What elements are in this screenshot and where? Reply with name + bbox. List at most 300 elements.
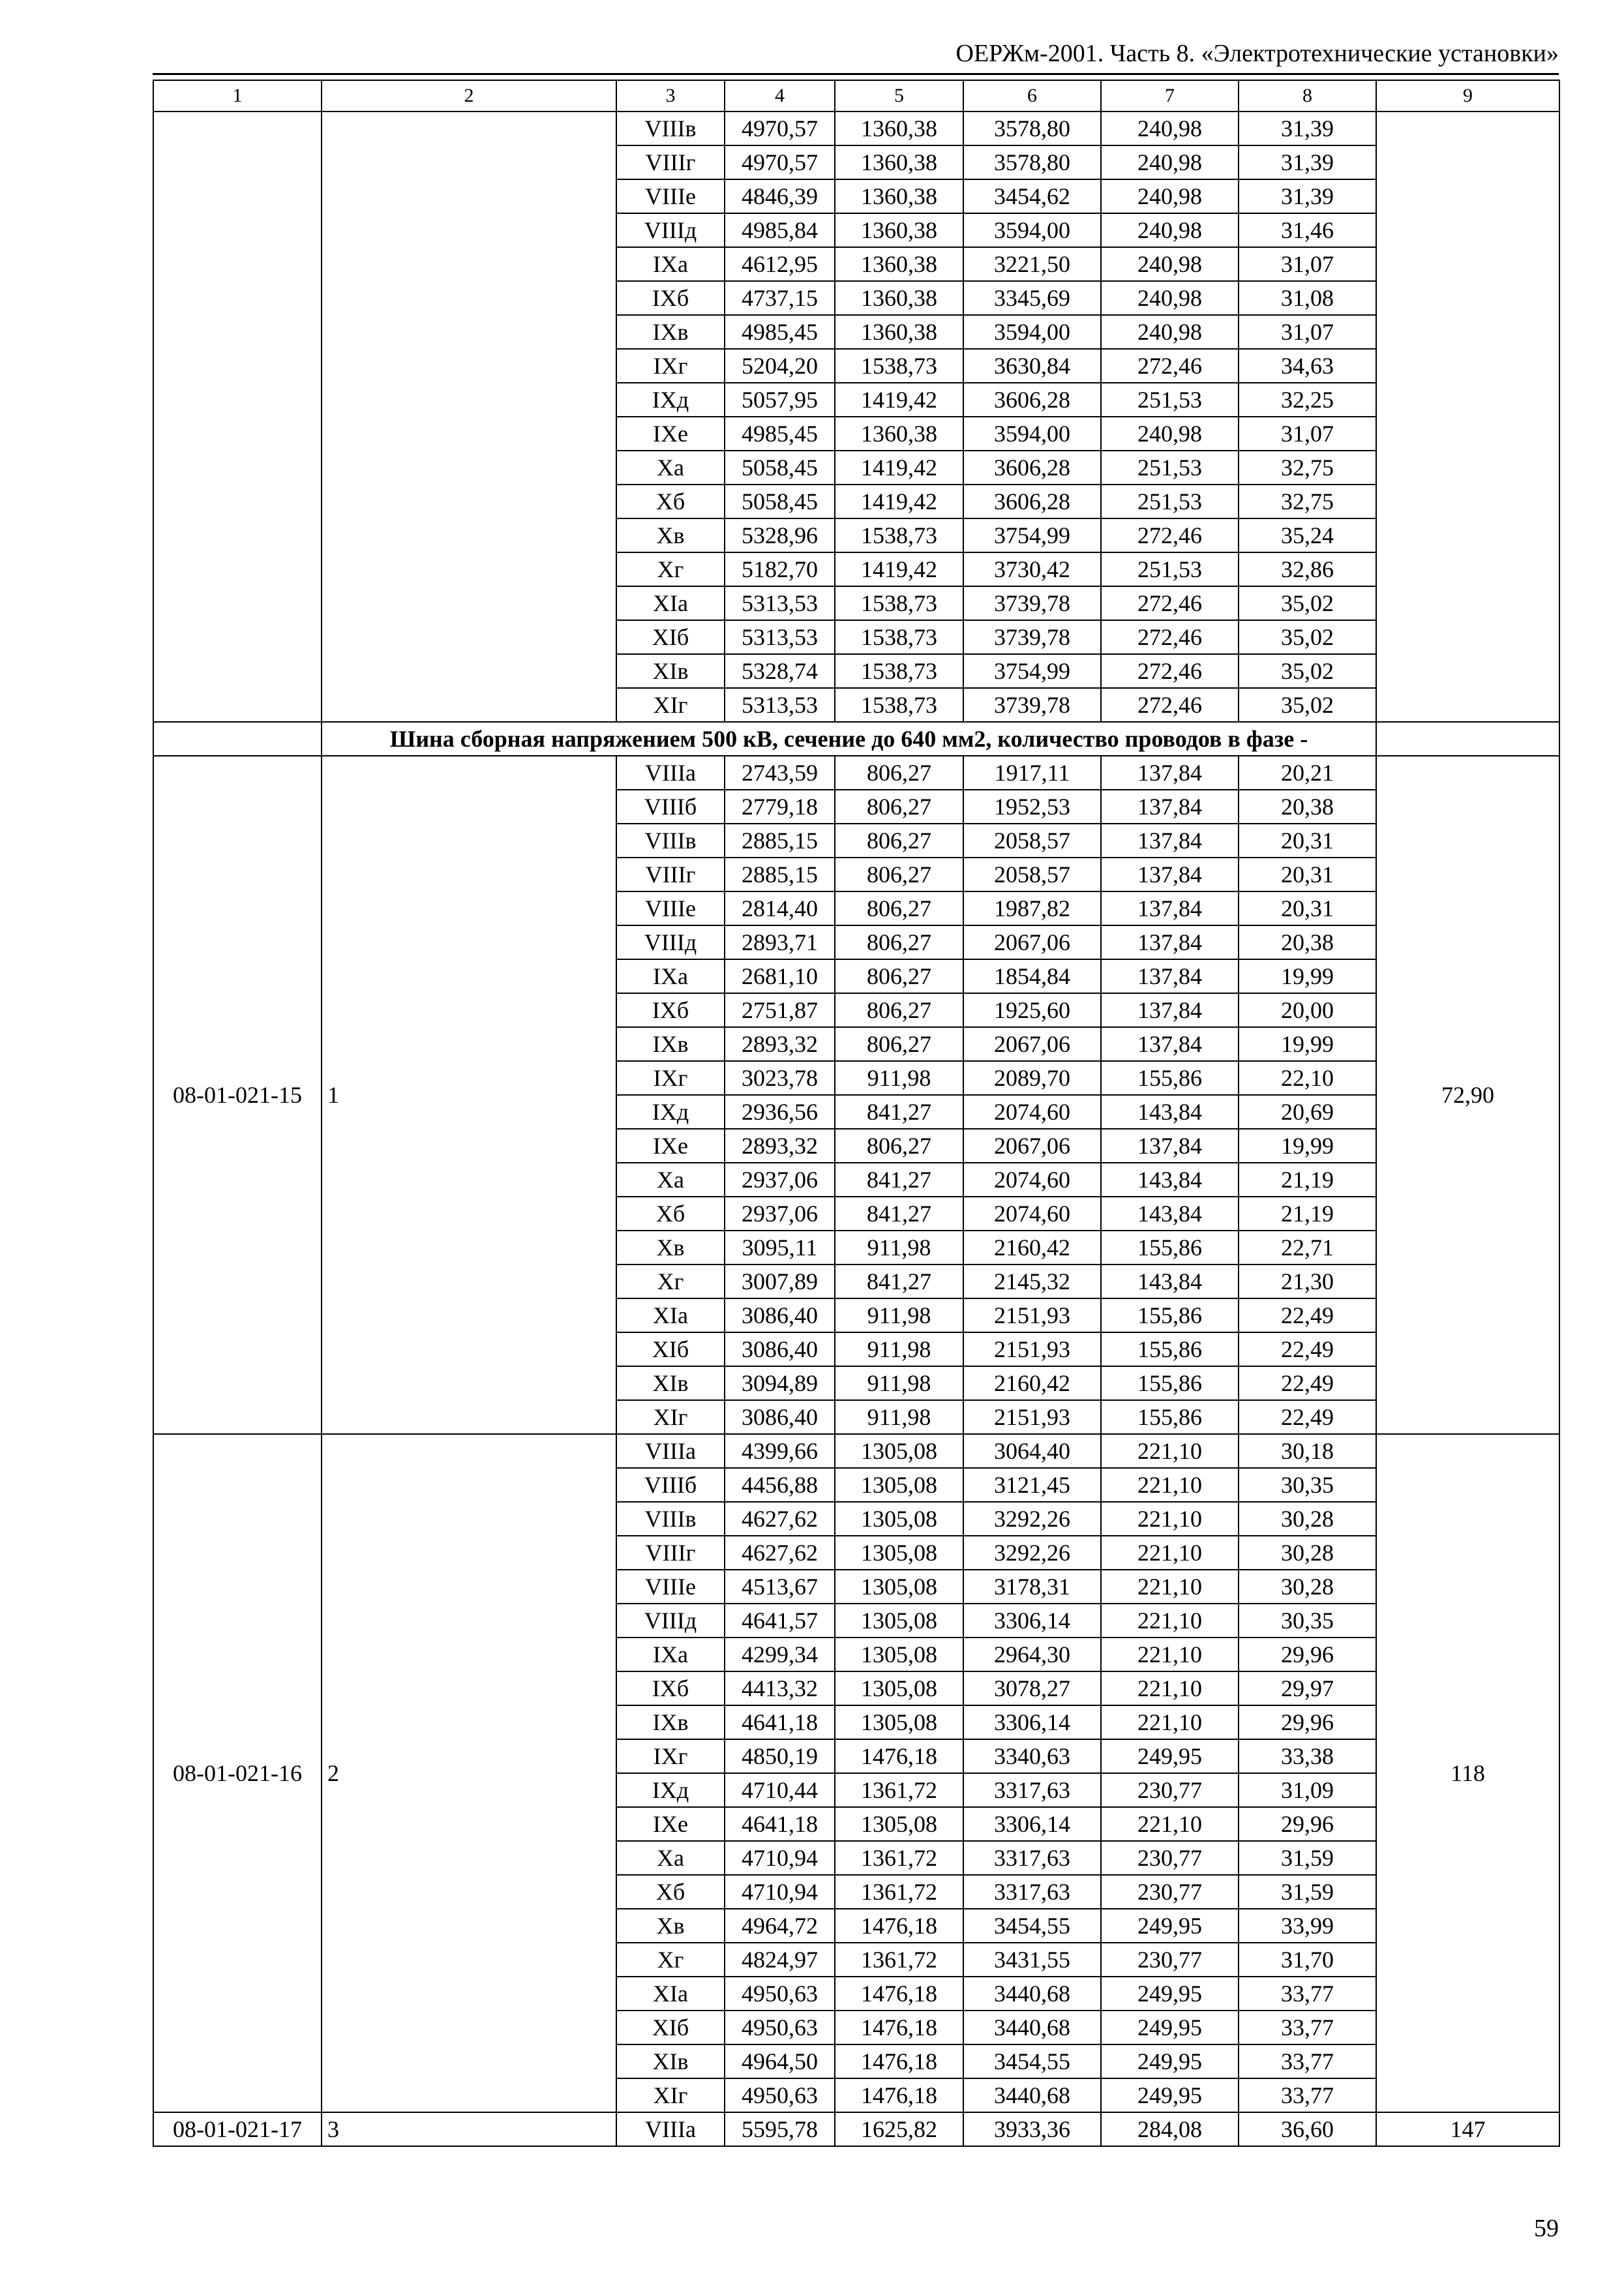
value-cell: 240,98 <box>1101 315 1239 349</box>
value-cell: 5182,70 <box>725 552 835 586</box>
value-cell: 4950,63 <box>725 2078 835 2112</box>
value-cell: 249,95 <box>1101 2078 1239 2112</box>
value-cell: 5058,45 <box>725 451 835 485</box>
category-cell: VIIIб <box>616 790 725 824</box>
value-cell: 240,98 <box>1101 213 1239 247</box>
value-cell: 155,86 <box>1101 1366 1239 1400</box>
value-cell: 1987,82 <box>963 891 1101 925</box>
value-cell: 30,35 <box>1239 1468 1376 1502</box>
category-cell: XIг <box>616 2078 725 2112</box>
value-cell: 2145,32 <box>963 1264 1101 1298</box>
value-cell: 4641,18 <box>725 1807 835 1841</box>
category-cell: VIIIг <box>616 1536 725 1570</box>
value-cell: 2893,32 <box>725 1129 835 1163</box>
value-cell: 2058,57 <box>963 824 1101 858</box>
column-number: 5 <box>835 80 963 112</box>
value-cell: 2937,06 <box>725 1163 835 1197</box>
value-cell: 3739,78 <box>963 586 1101 620</box>
value-cell: 137,84 <box>1101 993 1239 1027</box>
value-cell: 911,98 <box>835 1332 963 1366</box>
category-cell: XIб <box>616 620 725 654</box>
value-cell: 1476,18 <box>835 1909 963 1943</box>
category-cell: Xа <box>616 1163 725 1197</box>
column-number: 4 <box>725 80 835 112</box>
category-cell: Xб <box>616 1197 725 1231</box>
code-cell: 08-01-021-15 <box>153 756 322 1434</box>
value-cell: 33,77 <box>1239 2011 1376 2044</box>
value-cell: 806,27 <box>835 1027 963 1061</box>
value-cell: 21,30 <box>1239 1264 1376 1298</box>
category-cell: Xв <box>616 1909 725 1943</box>
value-cell: 1360,38 <box>835 315 963 349</box>
name-cell: 1 <box>322 756 616 1434</box>
value-cell: 137,84 <box>1101 1027 1239 1061</box>
value-cell: 4985,45 <box>725 315 835 349</box>
value-cell: 249,95 <box>1101 1739 1239 1773</box>
value-cell: 1305,08 <box>835 1502 963 1536</box>
value-cell: 841,27 <box>835 1264 963 1298</box>
category-cell: VIIIв <box>616 824 725 858</box>
category-cell: IXг <box>616 1061 725 1095</box>
value-cell: 30,28 <box>1239 1570 1376 1604</box>
value-cell: 1361,72 <box>835 1773 963 1807</box>
value-cell: 1360,38 <box>835 281 963 315</box>
value-cell: 221,10 <box>1101 1604 1239 1638</box>
value-cell: 137,84 <box>1101 824 1239 858</box>
value-cell: 221,10 <box>1101 1638 1239 1671</box>
value-cell: 272,46 <box>1101 654 1239 688</box>
category-cell: VIIIе <box>616 891 725 925</box>
value-cell: 3121,45 <box>963 1468 1101 1502</box>
value-cell: 1476,18 <box>835 2011 963 2044</box>
value-cell: 2779,18 <box>725 790 835 824</box>
value-cell: 1361,72 <box>835 1943 963 1977</box>
column-number: 2 <box>322 80 616 112</box>
value-cell: 272,46 <box>1101 586 1239 620</box>
value-cell: 230,77 <box>1101 1875 1239 1909</box>
value-cell: 2160,42 <box>963 1366 1101 1400</box>
category-cell: VIIIв <box>616 112 725 145</box>
value-cell: 272,46 <box>1101 518 1239 552</box>
value-cell: 32,86 <box>1239 552 1376 586</box>
value-cell: 3431,55 <box>963 1943 1101 1977</box>
value-cell: 4964,50 <box>725 2044 835 2078</box>
value-cell: 137,84 <box>1101 925 1239 959</box>
value-cell: 1925,60 <box>963 993 1101 1027</box>
value-cell: 3630,84 <box>963 349 1101 383</box>
value-cell: 911,98 <box>835 1400 963 1434</box>
value-cell: 1305,08 <box>835 1536 963 1570</box>
value-cell: 3078,27 <box>963 1671 1101 1705</box>
value-cell: 911,98 <box>835 1298 963 1332</box>
category-cell: IXд <box>616 383 725 417</box>
value-cell: 30,28 <box>1239 1502 1376 1536</box>
value-cell: 4299,34 <box>725 1638 835 1671</box>
value-cell: 1419,42 <box>835 552 963 586</box>
category-cell: IXг <box>616 1739 725 1773</box>
value-cell: 2893,32 <box>725 1027 835 1061</box>
value-cell: 2074,60 <box>963 1095 1101 1129</box>
value-cell: 5058,45 <box>725 485 835 518</box>
name-cell <box>322 112 616 722</box>
value-cell: 3292,26 <box>963 1502 1101 1536</box>
value-cell: 1538,73 <box>835 586 963 620</box>
value-cell: 221,10 <box>1101 1434 1239 1468</box>
value-cell: 30,18 <box>1239 1434 1376 1468</box>
value-cell: 33,77 <box>1239 2044 1376 2078</box>
value-cell: 3086,40 <box>725 1332 835 1366</box>
value-cell: 33,77 <box>1239 1977 1376 2011</box>
value-cell: 2089,70 <box>963 1061 1101 1095</box>
value-cell: 240,98 <box>1101 112 1239 145</box>
value-cell: 22,49 <box>1239 1400 1376 1434</box>
value-cell: 20,31 <box>1239 824 1376 858</box>
value-cell: 29,97 <box>1239 1671 1376 1705</box>
value-cell: 3454,55 <box>963 2044 1101 2078</box>
value-cell: 1305,08 <box>835 1570 963 1604</box>
value-cell: 20,31 <box>1239 891 1376 925</box>
value-cell: 1305,08 <box>835 1638 963 1671</box>
value-cell: 19,99 <box>1239 1027 1376 1061</box>
value-cell: 251,53 <box>1101 552 1239 586</box>
category-cell: IXе <box>616 1807 725 1841</box>
value-cell: 1360,38 <box>835 417 963 451</box>
value-cell: 4513,67 <box>725 1570 835 1604</box>
price-table <box>153 80 1560 2147</box>
category-cell: IXе <box>616 1129 725 1163</box>
value-cell: 3739,78 <box>963 620 1101 654</box>
value-cell: 841,27 <box>835 1163 963 1197</box>
value-cell: 2151,93 <box>963 1332 1101 1366</box>
value-cell: 3317,63 <box>963 1841 1101 1875</box>
value-cell: 2074,60 <box>963 1197 1101 1231</box>
value-cell: 5328,96 <box>725 518 835 552</box>
value-cell: 137,84 <box>1101 959 1239 993</box>
value-cell: 22,71 <box>1239 1231 1376 1264</box>
category-cell: VIIIе <box>616 1570 725 1604</box>
category-cell: VIIIв <box>616 1502 725 1536</box>
value-cell: 20,38 <box>1239 790 1376 824</box>
table-row <box>153 2112 1559 2146</box>
value-cell: 155,86 <box>1101 1400 1239 1434</box>
value-cell: 30,28 <box>1239 1536 1376 1570</box>
value-cell: 221,10 <box>1101 1468 1239 1502</box>
value-cell: 5595,78 <box>725 2112 835 2146</box>
value-cell: 3754,99 <box>963 654 1101 688</box>
category-cell: Xв <box>616 518 725 552</box>
value-cell: 4710,44 <box>725 1773 835 1807</box>
value-cell: 1538,73 <box>835 518 963 552</box>
value-cell: 143,84 <box>1101 1095 1239 1129</box>
category-cell: Xг <box>616 1264 725 1298</box>
category-cell: IXа <box>616 959 725 993</box>
value-cell: 2058,57 <box>963 858 1101 891</box>
value-cell: 3606,28 <box>963 451 1101 485</box>
value-cell: 4985,45 <box>725 417 835 451</box>
value-cell: 3933,36 <box>963 2112 1101 2146</box>
value-cell: 5313,53 <box>725 688 835 722</box>
value-cell: 4456,88 <box>725 1468 835 1502</box>
value-cell: 272,46 <box>1101 620 1239 654</box>
value-cell: 806,27 <box>835 959 963 993</box>
value-cell: 3606,28 <box>963 383 1101 417</box>
value-cell: 35,02 <box>1239 620 1376 654</box>
value-cell: 1360,38 <box>835 213 963 247</box>
value-cell: 3317,63 <box>963 1875 1101 1909</box>
value-cell: 1476,18 <box>835 2078 963 2112</box>
value-cell: 2751,87 <box>725 993 835 1027</box>
value-cell: 230,77 <box>1101 1841 1239 1875</box>
value-cell: 1419,42 <box>835 451 963 485</box>
column-number: 7 <box>1101 80 1239 112</box>
value-cell: 221,10 <box>1101 1536 1239 1570</box>
category-cell: XIб <box>616 1332 725 1366</box>
value-cell: 221,10 <box>1101 1671 1239 1705</box>
value-cell: 2067,06 <box>963 925 1101 959</box>
value-cell: 1305,08 <box>835 1604 963 1638</box>
code-cell <box>153 112 322 722</box>
value-cell: 1305,08 <box>835 1434 963 1468</box>
value-cell: 4964,72 <box>725 1909 835 1943</box>
category-cell: IXд <box>616 1095 725 1129</box>
value-cell: 137,84 <box>1101 756 1239 790</box>
value-cell: 34,63 <box>1239 349 1376 383</box>
value-cell: 272,46 <box>1101 349 1239 383</box>
value-cell: 3594,00 <box>963 315 1101 349</box>
value-cell: 4612,95 <box>725 247 835 281</box>
value-cell: 4950,63 <box>725 1977 835 2011</box>
value-cell: 3340,63 <box>963 1739 1101 1773</box>
value-cell: 1305,08 <box>835 1671 963 1705</box>
category-cell: VIIIг <box>616 858 725 891</box>
col9-cell <box>1376 112 1559 722</box>
value-cell: 284,08 <box>1101 2112 1239 2146</box>
value-cell: 841,27 <box>835 1095 963 1129</box>
value-cell: 1538,73 <box>835 688 963 722</box>
value-cell: 31,59 <box>1239 1841 1376 1875</box>
value-cell: 2067,06 <box>963 1027 1101 1061</box>
category-cell: IXв <box>616 1705 725 1739</box>
value-cell: 4824,97 <box>725 1943 835 1977</box>
value-cell: 240,98 <box>1101 145 1239 179</box>
value-cell: 272,46 <box>1101 688 1239 722</box>
value-cell: 1538,73 <box>835 349 963 383</box>
table-row <box>153 112 1559 145</box>
page-header: ОЕРЖм-2001. Часть 8. «Электротехнические установки» <box>955 40 1559 67</box>
value-cell: 1361,72 <box>835 1875 963 1909</box>
value-cell: 1476,18 <box>835 1977 963 2011</box>
value-cell: 22,49 <box>1239 1366 1376 1400</box>
value-cell: 2067,06 <box>963 1129 1101 1163</box>
value-cell: 806,27 <box>835 824 963 858</box>
value-cell: 31,09 <box>1239 1773 1376 1807</box>
value-cell: 1360,38 <box>835 112 963 145</box>
category-cell: XIа <box>616 586 725 620</box>
value-cell: 3440,68 <box>963 2078 1101 2112</box>
category-cell: Xб <box>616 485 725 518</box>
value-cell: 3454,55 <box>963 1909 1101 1943</box>
category-cell: XIа <box>616 1977 725 2011</box>
value-cell: 3594,00 <box>963 417 1101 451</box>
category-cell: VIIIе <box>616 179 725 213</box>
value-cell: 20,38 <box>1239 925 1376 959</box>
value-cell: 36,60 <box>1239 2112 1376 2146</box>
section-spacer <box>1376 722 1559 756</box>
value-cell: 155,86 <box>1101 1061 1239 1095</box>
value-cell: 3094,89 <box>725 1366 835 1400</box>
value-cell: 911,98 <box>835 1061 963 1095</box>
value-cell: 2074,60 <box>963 1163 1101 1197</box>
value-cell: 806,27 <box>835 858 963 891</box>
value-cell: 2936,56 <box>725 1095 835 1129</box>
value-cell: 137,84 <box>1101 1129 1239 1163</box>
value-cell: 4627,62 <box>725 1502 835 1536</box>
value-cell: 3086,40 <box>725 1298 835 1332</box>
column-number: 6 <box>963 80 1101 112</box>
value-cell: 3606,28 <box>963 485 1101 518</box>
value-cell: 143,84 <box>1101 1197 1239 1231</box>
value-cell: 230,77 <box>1101 1943 1239 1977</box>
value-cell: 3317,63 <box>963 1773 1101 1807</box>
category-cell: VIIIд <box>616 213 725 247</box>
col9-cell: 147 <box>1376 2112 1559 2146</box>
category-cell: VIIIд <box>616 925 725 959</box>
value-cell: 1538,73 <box>835 620 963 654</box>
value-cell: 911,98 <box>835 1231 963 1264</box>
value-cell: 3221,50 <box>963 247 1101 281</box>
value-cell: 3306,14 <box>963 1604 1101 1638</box>
value-cell: 1305,08 <box>835 1705 963 1739</box>
value-cell: 20,00 <box>1239 993 1376 1027</box>
value-cell: 5057,95 <box>725 383 835 417</box>
value-cell: 2681,10 <box>725 959 835 993</box>
column-number: 3 <box>616 80 725 112</box>
value-cell: 249,95 <box>1101 1909 1239 1943</box>
value-cell: 251,53 <box>1101 451 1239 485</box>
value-cell: 3730,42 <box>963 552 1101 586</box>
column-number: 8 <box>1239 80 1376 112</box>
category-cell: IXд <box>616 1773 725 1807</box>
category-cell: IXе <box>616 417 725 451</box>
value-cell: 137,84 <box>1101 858 1239 891</box>
column-number: 1 <box>153 80 322 112</box>
section-title: Шина сборная напряжением 500 кВ, сечение до 640 мм2, количество проводов в фазе - <box>322 722 1376 756</box>
value-cell: 20,31 <box>1239 858 1376 891</box>
category-cell: Xв <box>616 1231 725 1264</box>
value-cell: 31,39 <box>1239 145 1376 179</box>
value-cell: 29,96 <box>1239 1638 1376 1671</box>
value-cell: 22,49 <box>1239 1298 1376 1332</box>
value-cell: 1305,08 <box>835 1468 963 1502</box>
value-cell: 3754,99 <box>963 518 1101 552</box>
value-cell: 3594,00 <box>963 213 1101 247</box>
value-cell: 31,07 <box>1239 247 1376 281</box>
value-cell: 3454,62 <box>963 179 1101 213</box>
value-cell: 1854,84 <box>963 959 1101 993</box>
category-cell: XIв <box>616 1366 725 1400</box>
code-cell: 08-01-021-17 <box>153 2112 322 2146</box>
category-cell: IXв <box>616 1027 725 1061</box>
value-cell: 33,38 <box>1239 1739 1376 1773</box>
value-cell: 137,84 <box>1101 891 1239 925</box>
value-cell: 31,59 <box>1239 1875 1376 1909</box>
value-cell: 35,02 <box>1239 654 1376 688</box>
col9-cell: 118 <box>1376 1434 1559 2112</box>
value-cell: 31,07 <box>1239 417 1376 451</box>
value-cell: 20,21 <box>1239 756 1376 790</box>
value-cell: 2151,93 <box>963 1400 1101 1434</box>
value-cell: 2151,93 <box>963 1298 1101 1332</box>
value-cell: 22,10 <box>1239 1061 1376 1095</box>
table-row <box>153 1434 1559 1468</box>
value-cell: 3178,31 <box>963 1570 1101 1604</box>
value-cell: 143,84 <box>1101 1264 1239 1298</box>
value-cell: 35,02 <box>1239 688 1376 722</box>
value-cell: 33,99 <box>1239 1909 1376 1943</box>
value-cell: 31,39 <box>1239 112 1376 145</box>
section-spacer <box>153 722 322 756</box>
value-cell: 3739,78 <box>963 688 1101 722</box>
value-cell: 4641,57 <box>725 1604 835 1638</box>
value-cell: 21,19 <box>1239 1163 1376 1197</box>
value-cell: 30,35 <box>1239 1604 1376 1638</box>
value-cell: 29,96 <box>1239 1807 1376 1841</box>
category-cell: IXв <box>616 315 725 349</box>
value-cell: 249,95 <box>1101 2044 1239 2078</box>
value-cell: 4737,15 <box>725 281 835 315</box>
value-cell: 2743,59 <box>725 756 835 790</box>
value-cell: 1538,73 <box>835 654 963 688</box>
value-cell: 2885,15 <box>725 858 835 891</box>
value-cell: 2937,06 <box>725 1197 835 1231</box>
value-cell: 806,27 <box>835 1129 963 1163</box>
value-cell: 3064,40 <box>963 1434 1101 1468</box>
value-cell: 806,27 <box>835 891 963 925</box>
value-cell: 3578,80 <box>963 112 1101 145</box>
value-cell: 1360,38 <box>835 179 963 213</box>
category-cell: VIIIг <box>616 145 725 179</box>
value-cell: 3023,78 <box>725 1061 835 1095</box>
value-cell: 240,98 <box>1101 281 1239 315</box>
value-cell: 33,77 <box>1239 2078 1376 2112</box>
category-cell: XIг <box>616 688 725 722</box>
value-cell: 251,53 <box>1101 485 1239 518</box>
value-cell: 3345,69 <box>963 281 1101 315</box>
value-cell: 1952,53 <box>963 790 1101 824</box>
category-cell: VIIIд <box>616 1604 725 1638</box>
category-cell: IXб <box>616 281 725 315</box>
category-cell: IXа <box>616 247 725 281</box>
value-cell: 2885,15 <box>725 824 835 858</box>
value-cell: 3306,14 <box>963 1807 1101 1841</box>
value-cell: 4970,57 <box>725 145 835 179</box>
value-cell: 1917,11 <box>963 756 1101 790</box>
category-cell: XIб <box>616 2011 725 2044</box>
category-cell: XIг <box>616 1400 725 1434</box>
category-cell: VIIIа <box>616 756 725 790</box>
value-cell: 230,77 <box>1101 1773 1239 1807</box>
value-cell: 31,07 <box>1239 315 1376 349</box>
column-number: 9 <box>1376 80 1559 112</box>
value-cell: 221,10 <box>1101 1502 1239 1536</box>
category-cell: IXг <box>616 349 725 383</box>
category-cell: Xа <box>616 1841 725 1875</box>
value-cell: 806,27 <box>835 790 963 824</box>
value-cell: 806,27 <box>835 756 963 790</box>
page-number: 59 <box>1534 2215 1559 2242</box>
category-cell: XIв <box>616 2044 725 2078</box>
category-cell: Xг <box>616 1943 725 1977</box>
